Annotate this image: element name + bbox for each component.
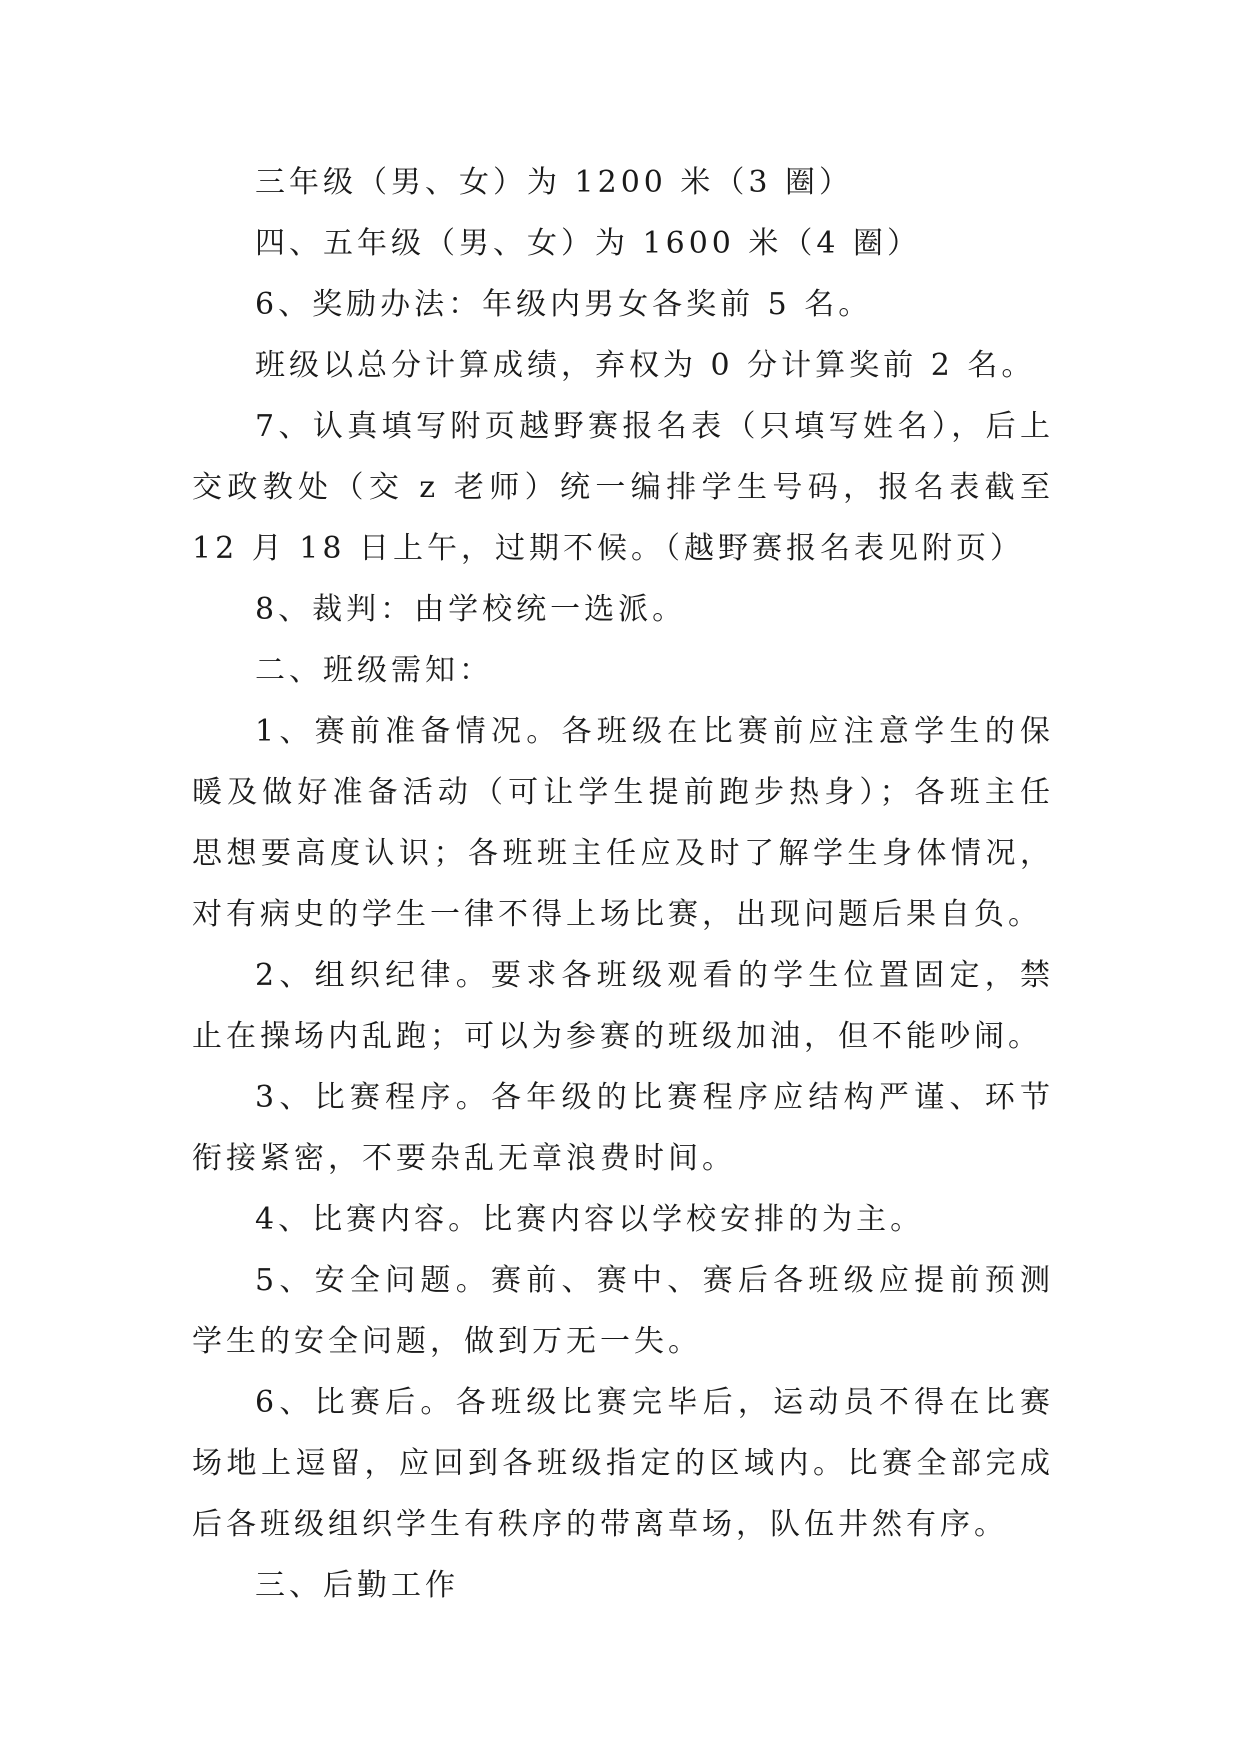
- document-body: [192, 152, 1054, 1616]
- paragraph-content: 4、比赛内容。比赛内容以学校安排的为主。: [255, 1202, 925, 1237]
- paragraph-preparation: 1、赛前准备情况。各班级在比赛前应注意学生的保暖及做好准备活动（可让学生提前跑步热身）；各班主任思想要高度认识；各班班主任应及时了解学生身体情况，对有病史的学生一律不得上场比赛，出现问题后果自负。: [192, 714, 1054, 932]
- paragraph-registration: 7、认真填写附页越野赛报名表（只填写姓名），后上交政教处（交 z 老师）统一编排学生号码，报名表截至 12 月 18 日上午，过期不候。（越野赛报名表见附页）: [192, 409, 1054, 566]
- paragraph-procedure: 3、比赛程序。各年级的比赛程序应结构严谨、环节衔接紧密，不要杂乱无章浪费时间。: [192, 1080, 1054, 1176]
- paragraph-safety: 5、安全问题。赛前、赛中、赛后各班级应提前预测学生的安全问题，做到万无一失。: [192, 1263, 1054, 1359]
- paragraph-referee: 8、裁判：由学校统一选派。: [255, 592, 687, 627]
- paragraph-grade45-distance: 四、五年级（男、女）为 1600 米（4 圈）: [255, 226, 922, 261]
- paragraph-grade3-distance: 三年级（男、女）为 1200 米（3 圈）: [255, 165, 854, 200]
- paragraph-class-scoring: 班级以总分计算成绩，弃权为 0 分计算奖前 2 名。: [255, 348, 1036, 383]
- paragraph-after-race: 6、比赛后。各班级比赛完毕后，运动员不得在比赛场地上逗留，应回到各班级指定的区域内。比赛全部完成后各班级组织学生有秩序的带离草场，队伍井然有序。: [192, 1385, 1054, 1542]
- paragraph-reward-method: 6、奖励办法：年级内男女各奖前 5 名。: [255, 287, 873, 322]
- section-heading-logistics: 三、后勤工作: [255, 1568, 459, 1603]
- section-heading-class-notice: 二、班级需知：: [255, 653, 493, 688]
- paragraph-discipline: 2、组织纪律。要求各班级观看的学生位置固定，禁止在操场内乱跑；可以为参赛的班级加油，但不能吵闹。: [192, 958, 1054, 1054]
